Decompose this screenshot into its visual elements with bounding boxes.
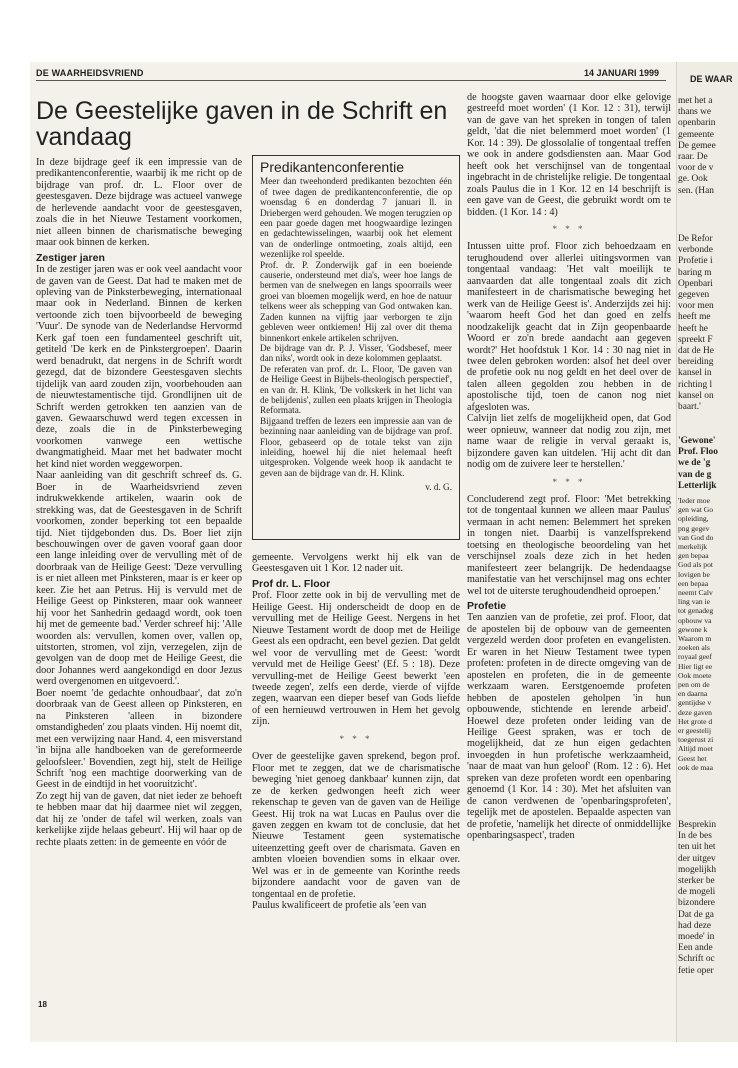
box-paragraph: Bijgaand treffen de lezers een impressie aan van de bezinning naar aanleiding van de bijdrage van prof. Floor, gebaseerd op de totale tekst van zijn inleiding, hoewel hij die niet helemaal heeft uitgesproken. Volgende week hoop ik aandacht te geven aan de bijdrage van dr. H. Klink.	[260, 415, 452, 478]
box-paragraph: Meer dan tweehonderd predikanten bezochten één of twee dagen de predikantenconferentie, die op woensdag 6 en donderdag 7 januari ll. in Driebergen werd gehouden. We mogen terugzien op een paar goede dagen met hoogwaardige lezingen en gedachtewisselingen, waarbij ook het element van de onderlinge ontmoeting, zoals altijd, een wezenlijke rol speelde.	[260, 176, 452, 260]
next-page-text: met het a thans we openbarin gemeente De gemee raar. De voor de v ge. Ook sen. (Han	[678, 96, 716, 196]
column-2	[252, 552, 460, 912]
next-page-text: 'Ieder moe gen wat Go opleiding, png gegev van God do merkelijk gen bepaa God als pot lovigen be een bepaa neemt Calv ling van ie tot genadeg opbouw va gewone k Waarom m zoeken als royaal geef Hier ligt ee Ook moete pen om de en daarna gentijdse v deze gaven Het grote d er geestelij toegerust zi Altijd moet Geest het ook de maa	[678, 496, 714, 772]
box-paragraph: Prof. dr. P. Zonderwijk gaf in een boeiende causerie, ondersteund met dia's, weer hoe langs de bermen van de snelwegen en langs spoorrails weer groei van bloemen mogelijk werd, en hoe de natuur telkens weer als schepping van God ontwaken kan. Zaden kunnen na vijftig jaar verborgen te zijn gebleven weer ontkiemen! Hij zal over dit thema binnenkort enkele artikelen schrijven.	[260, 259, 452, 343]
box-title: Predikantenconferentie	[260, 159, 404, 175]
subhead-zestiger: Zestiger jaren	[36, 251, 105, 264]
subhead-floor: Prof dr. L. Floor	[252, 577, 331, 590]
paragraph: Intussen uitte prof. Floor zich behoedzaam en terughoudend over allerlei uitingsvormen van tongentaal vandaag: 'Het valt moeilijk te aanvaarden dat alle tongentaal zoals dit zich manifesteert in de charismatische beweging het werk van de Heilige Geest is'. Anderzijds zei hij: 'waarom heeft God het dan goed en zelfs noodzakelijk geacht dat in Zijn geopenbaarde Woord er zo'n brede aandacht aan gegeven wordt?' Het hoofdstuk 1 Kor. 14 : 30 nag niet in twee delen gebroken worden: alsof het deel over de profetie ook nu nog geldt en het deel over de talen alleen gegolden zou hebben in de apostolische tijd, toen de canon nog niet afgesloten was.	[467, 241, 671, 413]
subhead-profetie: Profetie	[467, 600, 507, 613]
next-page-text: De Refor verbonde Profetie i baring m Openbari gegeven voor men heeft me heeft he spreekt F dat de He bereiding kansel in richting l kansel on baart.'	[678, 234, 714, 413]
paragraph: Calvijn liet zelfs de mogelijkheid open, dat God weer opnieuw, wanneer dat nodig zou zijn, met name waar de religie in verval geraakt is, bijzondere gaven kan uitdelen. 'Hij acht dit dan nodig om de zuivere leer te herstellen.'	[467, 413, 671, 471]
paragraph: de hoogste gaven waarnaar door elke gelovige gestreefd moet worden' (1 Kor. 12 : 31), terwijl van de gave van het spreken in tongen of talen geldt, 'dat die niet belemmerd moet worden' (1 Kor. 14 : 39). De glossolalie of tongentaal treffen we ook in andere godsdiensten aan. Maar God heeft ook het verschijnsel van de tongentaal ingebracht in de christelijke religie. De tongentaal zoals Paulus die in 1 Kor. 12 en 14 beschrijft is een gave van de Geest, die gebruikt wordt om te bidden. (1 Kor. 14 : 4)	[467, 92, 671, 218]
box-signature: v. d. G.	[425, 482, 452, 493]
paragraph: Concluderend zegt prof. Floor: 'Met betrekking tot de tongentaal kunnen we alleen maar Paulus' vermaan in acht nemen: Belemmert het spreken in tongen niet. Daarbij is vanzelfsprekend toetsing en theologische beoordeling van het verschijnsel zoals deze zich in het heden manifesteert zeer belangrijk. De hedendaagse manifestatie van het verschijnsel mag ons echter wel tot de uiterste terughoudendheid oproepen.'	[467, 493, 671, 597]
paragraph: Prof. Floor zette ook in bij de vervulling met de Heilige Geest. Hij onderscheidt de doop en de vervulling met de Heilige Geest. Nergens in het Nieuwe Testament wordt de doop met de Heilige Geest als een opdracht, een bevel gezien. Dat geldt wel voor de vervulling met de Geest: 'wordt vervuld met de Heilige Geest' (Ef. 5 : 18). Deze vervulling-met de Heilige Geest bewerkt 'een tweede zegen', zelfs een derde, vierde of vijfde zegen, waarvan een dieper besef van Gods liefde of een hernieuwd vertrouwen in Hem het gevolg zijn.	[252, 590, 460, 728]
column-1	[36, 157, 242, 848]
paragraph: gemeente. Vervolgens werkt hij elk van de Geestesgaven uit 1 Kor. 12 nader uit.	[252, 552, 460, 575]
section-divider: * * *	[552, 223, 586, 234]
next-page-publication: DE WAAR	[690, 74, 733, 84]
sidebar-box	[252, 155, 460, 540]
publication-date: 14 JANUARI 1999	[584, 68, 660, 78]
box-paragraph: De bijdrage van dr. P. J. Visser, 'Godsbesef, meer dan niks', wordt ook in deze kolommen geplaatst.	[260, 342, 452, 364]
next-page-text: 'Gewone' Prof. Floo we de 'g van de g Letterlijk	[678, 436, 718, 491]
section-divider: * * *	[552, 476, 586, 487]
publication-name: DE WAARHEIDSVRIEND	[36, 68, 144, 78]
page-number: 18	[38, 1000, 47, 1009]
intro-paragraph: In deze bijdrage geef ik een impressie van de predikantenconferentie, waarbij ik me richt op de bijdrage van prof. dr. L. Floor over de geestesgaven. Deze bijdrage was actueel vanwege de herlevende aandacht voor de geestesgaven, zoals die in het Nieuwe Testament voorkomen, niet alleen binnen de charismatische beweging maar ook binnen de kerken.	[36, 157, 242, 249]
paragraph: Paulus kwalificeert de profetie als 'een van	[252, 900, 427, 912]
paragraph: Naar aanleiding van dit geschrift schreef ds. G. Boer in de Waarheidsvriend zeven indrukwekkende artikelen, waarin ook de strekking was, dat de Geestesgaven in de Schrift voorkomen, zonder beperking tot een bepaalde tijd. Niet tijdgebonden dus. Ds. Boer liet zijn beschouwingen over de gaven vooraf gaan door een lange inleiding over de vervulling mèt of de doorbraak van de Heilige Geest: 'Deze vervulling is er niet alleen met Pinksteren, maar is er keer op keer. Zie het aan Petrus. Hij is vervuld met de Heilige Geest op Pinksteren, maar ook wanneer hij voor het Sanhedrin gedaagd wordt, ook toen hij met de gemeente bad.' Verder schreef hij: 'Alle woorden als: vervullen, komen over, vallen op, uitstorten, stromen, vol zijn, verzegelen, zijn de gevolgen van de doop met de Heilige Geest, die door Johannes werd aangekondigd en door Jezus werd overgenomen en uitgevoerd.'.	[36, 470, 242, 688]
paragraph: Over de geestelijke gaven sprekend, begon prof. Floor met te zeggen, dat we de charismatische beweging 'niet genoeg dankbaar' kunnen zijn, dat ze de kerken gedwongen heeft zich weer rekenschap te geven van de gaven van de Heilige Geest. Hij trok na wat Lucas en Paulus over die gaven zeggen en kwam tot de conclusie, dat het Nieuwe Testament geen systematische uiteenzetting geeft over de charismata. Gaven en ambten vloeien bovendien soms in elkaar over. Wel was er in de gemeente van Korinthe reeds bijzondere aandacht voor de gaven van de tongentaal en de profetie.	[252, 751, 460, 900]
paragraph: In de zestiger jaren was er ook veel aandacht voor de gaven van de Geest. Dat had te maken met de opleving van de Pinksterbeweging, internationaal maar ook in Nederland. Binnen de kerken vertoonde zich toen bijvoorbeeld de beweging 'Vuur'. De synode van de Nederlandse Hervormd Kerk gaf toen een fundamenteel geschrift uit, getiteld 'De kerk en de Pinkstergroepen'. Daarin werd benadrukt, dat nergens in de Schrift wordt gezegd, dat de bizondere Geestesgaven slechts tijdelijk van aard zouden zijn, voorbehouden aan de nieuwtestamentische tijd. Grondlijnen uit de Schrift werden getrokken ten aanzien van de gaven. Gewaarschuwd werd tegen excessen in deze, zoals die in de Pinksterbeweging voorkomen vanwege een wettische dwangmatigheid. Maar met het badwater mocht het kind niet worden weggeworpen.	[36, 264, 242, 470]
paragraph: Ten aanzien van de profetie, zei prof. Floor, dat de apostelen bij de opbouw van de gemeenten vergezeld werden door profeten en evangelisten. Er waren in het Nieuw Testament twee typen profeten: profeten in de directe omgeving van de apostelen en profeten, die in de gemeente werkzaam waren. Eerstgenoemde profeten hebben de apostelen geholpen 'in hun opbouwende, stichtende en lerende arbeid'. Hoewel deze profeten onder leiding van de Heilige Geest spraken, was er toch de mogelijkheid, dat ze hun eigen gedachten invoegden in hun profetische werkzaamheid, 'naar de maat van hun geloof' (Rom. 12 : 6). Het spreken van deze profeten wordt een openbaring genoemd (1 Kor. 14 : 30). Met het afsluiten van de canon verdwenen de 'openbaringsprofeten', tegelijk met de apostelen. Bepaalde aspecten van de profetie, 'namelijk het directe of onmiddellijke openbaringsaspect', traden	[467, 612, 671, 842]
section-divider: * * *	[339, 733, 373, 744]
paragraph: Zo zegt hij van de gaven, dat niet ieder ze behoeft te hebben maar dat hij daarmee niet wil zeggen, dat hij ze 'onder de tafel wil werken, zoals van kerkelijke zijde helaas gebeurt'. Hij wil haar op de rechte plaats zetten: in de gemeente en vóór de	[36, 790, 242, 848]
next-page-text: Besprekin In de bes ten uit het der uitgev mogelijkh sterker be de mogeli bizondere Dat de ga had deze moede' in Een ande Schrift oc fetie oper	[678, 820, 717, 976]
article-title: De Geestelijke gaven in de Schrift en vandaag	[36, 97, 448, 151]
column-3	[467, 92, 671, 842]
box-paragraph: De referaten van prof. dr. L. Floor, 'De gaven van de Heilige Geest in Bijbels-theologisch perspectief', en van dr. H. Klink, 'De volkskerk in het licht van de belijdenis', zullen een plaats krijgen in Theologia Reformata.	[260, 363, 452, 416]
paragraph: Boer noemt 'de gedachte onhoudbaar', dat zo'n doorbraak van de Geest alleen op Pinksteren, en na Pinksteren 'alleen in bizondere omstandigheden' zou plaats vinden. Hij noemt dit, met een verwijzing naar Hand. 4, een misverstand 'in bijna alle handboeken van de gereformeerde geloofsleer.' Bovendien, zegt hij, stelt de Heilige Schrift 'nog een machtige doorwerking van de Geest in de eindtijd in het vooruitzicht'.	[36, 687, 242, 791]
header-rule	[36, 80, 666, 81]
